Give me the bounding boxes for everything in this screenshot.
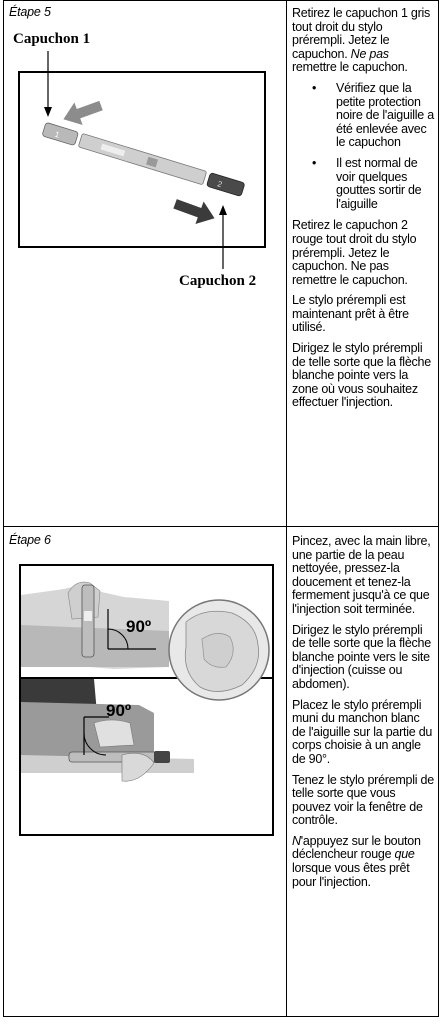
step5-row	[4, 1, 439, 527]
step6-paragraph-4: Tenez le stylo prérempli de telle sorte que vous pouvez voir la fenêtre de contrôle.	[292, 772, 434, 828]
step5-paragraph-1	[292, 7, 435, 75]
svg-text:1: 1	[53, 129, 61, 140]
step5-bullet: • Vérifiez que la petite protection noire de l'aiguille a été enlevée avec le capuchon	[336, 82, 435, 150]
step6-illustration-cell	[4, 527, 287, 1017]
step6-label: Étape 6	[9, 533, 51, 547]
step6-row	[4, 527, 439, 1017]
step5-text-cell	[287, 1, 439, 527]
step5-p1-emphasis: Ne pas	[350, 46, 389, 61]
step6-paragraph-2: Dirigez le stylo prérempli de telle sorte que la flèche blanche pointe vers le site d'injection (cuisse ou abdomen).	[292, 622, 431, 691]
step6-p5-tail: lorsque vous êtes prêt pour l'injection.	[292, 861, 410, 889]
step5-paragraph-2: Retirez le capuchon 2 rouge tout droit du stylo prérempli. Jetez le capuchon. Ne pas remettre le capuchon.	[292, 218, 417, 287]
step6-injection-illustration	[4, 527, 286, 1017]
pinch-zoom-icon	[169, 600, 269, 700]
step6-p5-text: 'appuyez sur le bouton déclencheur rouge	[292, 833, 421, 862]
step5-illustration-cell	[4, 1, 287, 527]
cap1-label: Capuchon 1	[13, 31, 91, 47]
step5-p1-text: Retirez le capuchon 1 gris tout droit du stylo prérempli. Jetez le capuchon.	[292, 6, 431, 61]
step6-text-cell	[287, 527, 439, 1017]
step5-paragraph-3: Le stylo prérempli est maintenant prêt à être utilisé.	[292, 293, 409, 335]
angle-label-bottom: 90º	[106, 701, 132, 720]
step5-bullet-list	[292, 82, 435, 211]
hand-icon	[94, 720, 134, 747]
step6-paragraph-1: Pincez, avec la main libre, une partie de la peau nettoyée, pressez-la doucement et tenez-la fermement jusqu'à ce que l'injection soit terminée.	[292, 534, 431, 616]
step5-pen-illustration	[4, 1, 286, 527]
step6-p5-initial: N	[292, 833, 301, 848]
step5-paragraph-4: Dirigez le stylo prérempli de telle sorte que la flèche blanche pointe vers la zone où vous souhaitez effectuer l'injection.	[292, 341, 431, 410]
step6-paragraph-5	[292, 835, 435, 889]
step5-p1-tail: remettre le capuchon.	[292, 60, 408, 75]
step6-paragraph-3: Placez le stylo prérempli muni du manchon blanc de l'aiguille sur la partie du corps choisie à un angle de 90°.	[292, 697, 433, 766]
cap2-label: Capuchon 2	[179, 273, 257, 289]
instruction-table	[3, 0, 439, 1017]
angle-label-top: 90º	[126, 617, 152, 636]
step6-p5-emphasis: que	[394, 847, 415, 862]
step5-bullet: • Il est normal de voir quelques gouttes sortir de l'aiguille	[336, 157, 435, 211]
step5-label: Étape 5	[9, 5, 51, 19]
svg-text:2: 2	[216, 179, 224, 190]
